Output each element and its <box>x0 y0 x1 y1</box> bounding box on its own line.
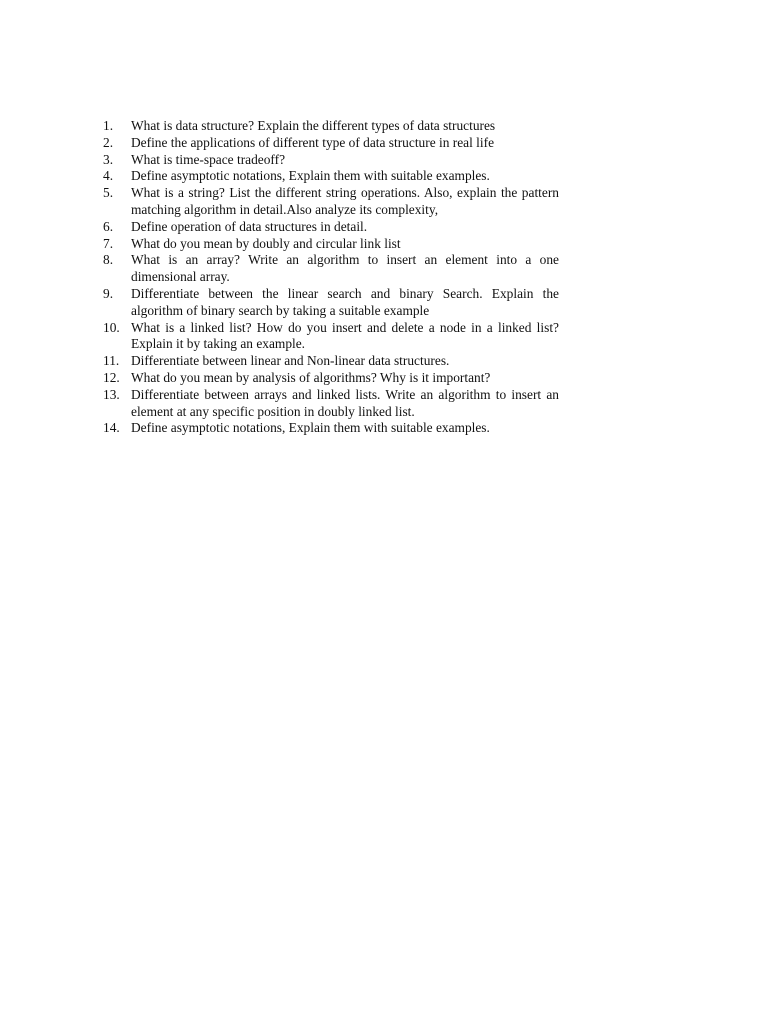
question-text: Define asymptotic notations, Explain them with suitable examples. <box>131 420 490 436</box>
question-number: 11. <box>103 353 120 369</box>
question-number: 6. <box>103 218 114 234</box>
question-item <box>103 236 559 253</box>
question-item <box>103 252 559 286</box>
question-number: 10. <box>103 319 120 335</box>
question-item <box>103 370 559 387</box>
question-number: 4. <box>103 168 114 184</box>
question-text: What do you mean by analysis of algorithms? Why is it important? <box>131 369 491 385</box>
question-text: Define operation of data structures in detail. <box>131 218 368 234</box>
question-item <box>103 219 559 236</box>
question-text: Differentiate between linear and Non-linear data structures. <box>131 353 450 369</box>
question-number: 14. <box>103 420 120 436</box>
question-number: 3. <box>103 151 114 167</box>
question-text: What do you mean by doubly and circular link list <box>131 235 401 251</box>
question-item <box>103 135 559 152</box>
question-item <box>103 420 559 437</box>
question-text: Define asymptotic notations, Explain them with suitable examples. <box>131 168 490 184</box>
question-number: 12. <box>103 369 120 385</box>
question-item <box>103 286 559 320</box>
question-item <box>103 387 559 421</box>
question-item <box>103 152 559 169</box>
question-text: Define the applications of different type of data structure in real life <box>131 134 495 150</box>
question-list <box>103 118 559 437</box>
question-number: 1. <box>103 118 114 133</box>
question-text: Differentiate between arrays and linked lists. Write an algorithm to insert an element at any specific position in doubly linked list. <box>131 386 559 419</box>
question-number: 8. <box>103 252 114 268</box>
question-item <box>103 185 559 219</box>
question-text: What is a linked list? How do you insert and delete a node in a linked list? Explain it by taking an example. <box>131 319 559 352</box>
question-number: 5. <box>103 185 114 201</box>
question-item <box>103 320 559 354</box>
question-number: 2. <box>103 134 114 150</box>
question-number: 7. <box>103 235 114 251</box>
question-text: What is time-space tradeoff? <box>131 151 286 167</box>
question-text: What is data structure? Explain the different types of data structures <box>131 118 496 133</box>
question-text: Differentiate between the linear search and binary Search. Explain the algorithm of binary search by taking a suitable example <box>131 285 559 318</box>
question-number: 9. <box>103 285 114 301</box>
question-item <box>103 168 559 185</box>
question-text: What is a string? List the different string operations. Also, explain the pattern matching algorithm in detail.Also analyze its complexity, <box>131 185 559 217</box>
question-item <box>103 353 559 370</box>
question-item <box>103 118 559 135</box>
question-text: What is an array? Write an algorithm to insert an element into a one dimensional array. <box>131 252 559 285</box>
question-number: 13. <box>103 386 120 402</box>
